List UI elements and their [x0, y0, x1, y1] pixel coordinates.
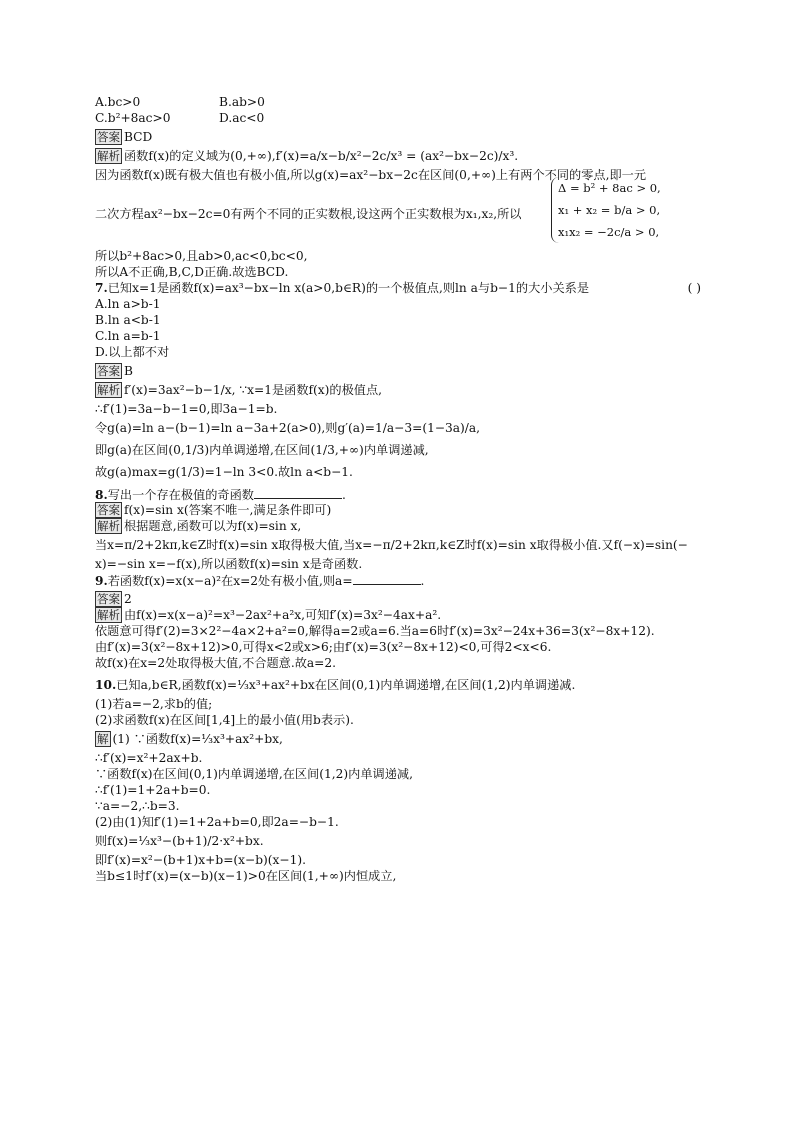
analysis-text: 根据题意,函数可以为f(x)=sin x, — [124, 519, 302, 533]
analysis-text: 当x=π/2+2kπ,k∈Z时f(x)=sin x取得极大值,当x=−π/2+2kπ,k∈Z时f(x)=sin x取得极小值.又f(−x)=sin(− — [95, 538, 688, 552]
question-text: 已知a,b∈R,函数f(x)=⅓x³+ax²+bx在区间(0,1)内单调递增,在区间(1,2)内单调递减. — [116, 678, 576, 692]
question-8: 8.写出一个存在极值的奇函数 . — [95, 488, 346, 502]
option-b: B.ab>0 — [219, 95, 265, 109]
analysis-tag: 解析 — [97, 383, 120, 397]
answer-text: f(x)=sin x(答案不唯一,满足条件即可) — [124, 503, 332, 517]
analysis-text: x)=−sin x=−f(x),所以函数f(x)=sin x是奇函数. — [95, 557, 363, 571]
answer-text: B — [124, 364, 133, 378]
option-d: D.以上都不对 — [95, 345, 170, 359]
answer-tag: 答案 — [97, 364, 120, 378]
answer-row — [95, 129, 705, 145]
question-text: 写出一个存在极值的奇函数 — [107, 488, 254, 502]
analysis-tag: 解析 — [97, 608, 120, 622]
question-text: 已知x=1是函数f(x)=ax³−bx−ln x(a>0,b∈R)的一个极值点,则ln a与b−1的大小关系是 — [107, 281, 590, 295]
analysis-text: 函数f(x)的定义域为(0,+∞),f′(x)=a/x−b/x²−2c/x³ = (ax²−bx−2c)/x³. — [124, 149, 519, 163]
answer-text: 2 — [124, 592, 132, 606]
options-cd — [95, 110, 705, 126]
analysis-text: 依题意可得f′(2)=3×2²−4a×2+a²=0,解得a=2或a=6.当a=6时f′(x)=3x²−24x+36=3(x²−8x+12). — [95, 624, 655, 638]
analysis-row — [95, 145, 705, 167]
answer-blank — [254, 486, 342, 499]
analysis-row — [95, 518, 705, 534]
system-row: x₁ + x₂ = b/a > 0, — [558, 203, 661, 217]
answer-tag: 答案 — [97, 503, 120, 517]
solution-tag: 解 — [97, 732, 109, 746]
analysis-row — [95, 379, 705, 401]
equation-system — [551, 177, 718, 243]
option-c: C.ln a=b-1 — [95, 329, 161, 343]
answer-tag: 答案 — [97, 130, 120, 144]
answer-text: BCD — [124, 130, 153, 144]
solution-text: ∴f′(x)=x²+2ax+b. — [95, 751, 203, 765]
question-number: 10. — [95, 678, 117, 692]
question-part-1: (1)若a=−2,求b的值; — [95, 697, 213, 711]
solution-text: ∵函数f(x)在区间(0,1)内单调递增,在区间(1,2)内单调递减, — [95, 767, 413, 781]
question-7 — [95, 280, 705, 296]
option-a: A.ln a>b-1 — [95, 297, 161, 311]
solution-text: (1) ∵函数f(x)=⅓x³+ax²+bx, — [112, 732, 283, 746]
system-row: x₁x₂ = −2c/a > 0, — [558, 225, 660, 239]
solution-row — [95, 728, 705, 750]
analysis-text: 令g(a)=ln a−(b−1)=ln a−3a+2(a>0),则g′(a)=1/a−3=(1−3a)/a, — [95, 421, 481, 435]
answer-bracket: ( ) — [687, 281, 701, 295]
answer-tag: 答案 — [97, 592, 120, 606]
analysis-text: 即g(a)在区间(0,1/3)内单调递增,在区间(1/3,+∞)内单调递减, — [95, 443, 429, 457]
answer-row — [95, 591, 705, 607]
question-10 — [95, 674, 705, 696]
analysis-text: ∴f′(1)=3a−b−1=0,即3a−1=b. — [95, 402, 278, 416]
analysis-text: 故f(x)在x=2处取得极大值,不合题意.故a=2. — [95, 656, 337, 670]
solution-text: (2)由(1)知f′(1)=1+2a+b=0,即2a=−b−1. — [95, 815, 339, 829]
option-d: D.ac<0 — [219, 111, 265, 125]
answer-blank — [353, 572, 421, 585]
solution-text: 当b≤1时f′(x)=(x−b)(x−1)>0在区间(1,+∞)内恒成立, — [95, 869, 397, 883]
system-row: Δ = b² + 8ac > 0, — [558, 181, 661, 195]
question-number: 7. — [95, 281, 108, 295]
solution-text: ∵a=−2,∴b=3. — [95, 799, 180, 813]
option-c: C.b²+8ac>0 — [95, 111, 171, 125]
analysis-text: 由f′(x)=3(x²−8x+12)>0,可得x<2或x>6;由f′(x)=3(x²−8x+12)<0,可得2<x<6. — [95, 640, 552, 654]
analysis-tag: 解析 — [97, 149, 120, 163]
analysis-text: f′(x)=3ax²−b−1/x, ∵x=1是函数f(x)的极值点, — [124, 383, 383, 397]
analysis-text: 由f(x)=x(x−a)²=x³−2ax²+a²x,可知f′(x)=3x²−4ax+a². — [124, 608, 442, 622]
question-number: 8. — [95, 488, 108, 502]
document-page — [95, 94, 705, 884]
solution-text: 则f(x)=⅓x³−(b+1)/2·x²+bx. — [95, 834, 264, 848]
option-b: B.ln a<b-1 — [95, 313, 161, 327]
analysis-text: 因为函数f(x)既有极大值也有极小值,所以g(x)=ax²−bx−2c在区间(0,+∞)上有两个不同的零点,即一元 — [95, 168, 647, 182]
options-ab — [95, 94, 705, 110]
answer-row — [95, 502, 705, 518]
analysis-tag: 解析 — [97, 519, 120, 533]
question-part-2: (2)求函数f(x)在区间[1,4]上的最小值(用b表示). — [95, 713, 354, 727]
question-number: 9. — [95, 574, 108, 588]
analysis-text: 所以b²+8ac>0,且ab>0,ac<0,bc<0, — [95, 249, 308, 263]
question-text: 若函数f(x)=x(x−a)²在x=2处有极小值,则a= — [107, 574, 353, 588]
analysis-text: 所以A不正确,B,C,D正确.故选BCD. — [95, 265, 289, 279]
answer-row — [95, 363, 705, 379]
option-a: A.bc>0 — [95, 95, 141, 109]
solution-text: 即f′(x)=x²−(b+1)x+b=(x−b)(x−1). — [95, 853, 307, 867]
analysis-row — [95, 183, 705, 245]
analysis-text: 故g(a)max=g(1/3)=1−ln 3<0.故ln a<b−1. — [95, 465, 353, 479]
analysis-row — [95, 607, 705, 623]
solution-text: ∴f′(1)=1+2a+b=0. — [95, 783, 211, 797]
question-9: 9.若函数f(x)=x(x−a)²在x=2处有极小值,则a= . — [95, 574, 425, 588]
analysis-text: 二次方程ax²−bx−2c=0有两个不同的正实数根,设这两个正实数根为x₁,x₂,所以 — [95, 207, 522, 221]
